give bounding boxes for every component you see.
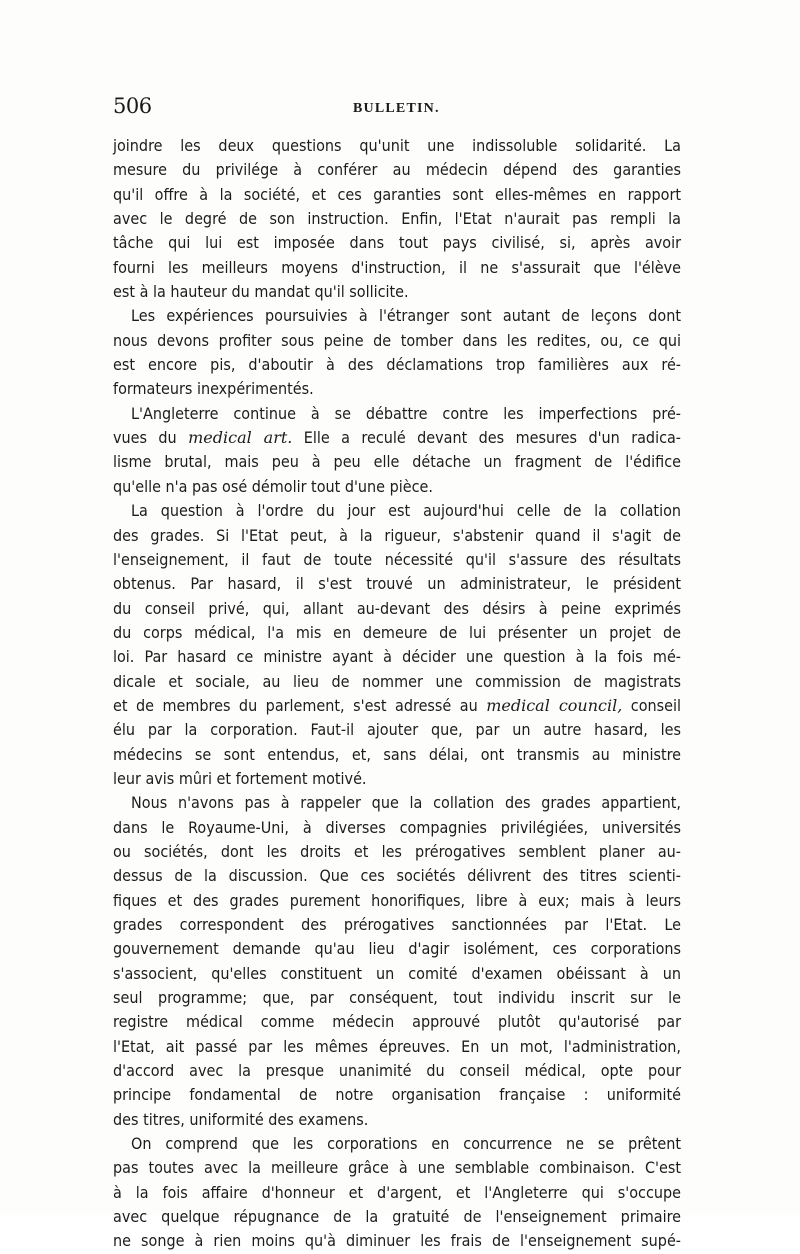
text-line: des titres, uniformité des examens. bbox=[113, 1109, 369, 1129]
text-line-mixed bbox=[113, 694, 681, 718]
text-line: des grades. Si l'Etat peut, à la rigueur, s'abstenir quand il s'agit de bbox=[113, 525, 681, 545]
italic-term: medical art. bbox=[188, 428, 293, 448]
running-head: BULLETIN. bbox=[353, 101, 440, 116]
page-number: 506 bbox=[113, 94, 152, 118]
body-text bbox=[113, 134, 681, 1254]
text-line: principe fondamental de notre organisation française : uniformité bbox=[113, 1085, 681, 1105]
text-line: leur avis mûri et fortement motivé. bbox=[113, 768, 367, 788]
italic-term: medical council, bbox=[486, 695, 623, 715]
text-line: fiques et des grades purement honorifiques, libre à eux; mais à leurs bbox=[113, 890, 681, 910]
text-line: gouvernement demande qu'au lieu d'agir isolément, ces corporations bbox=[113, 939, 681, 959]
text-line: fourni les meilleurs moyens d'instruction, il ne s'assurait que l'élève bbox=[113, 257, 681, 277]
text-line: On comprend que les corporations en concurrence ne se prêtent bbox=[131, 1134, 681, 1154]
text-line: d'accord avec la presque unanimité du conseil médical, opte pour bbox=[113, 1061, 681, 1081]
text-line: grades correspondent des prérogatives sanctionnées par l'Etat. Le bbox=[113, 915, 681, 934]
text-line: seul programme; que, par conséquent, tout individu inscrit sur le bbox=[113, 988, 681, 1008]
text-line: L'Angleterre continue à se débattre contre les imperfections pré- bbox=[131, 403, 681, 423]
text-line: avec quelque répugnance de la gratuité de l'enseignement primaire bbox=[113, 1207, 681, 1227]
text-line: du conseil privé, qui, allant au-devant des désirs à peine exprimés bbox=[113, 598, 681, 618]
text-line: formateurs inexpérimentés. bbox=[113, 379, 314, 399]
text-line: La question à l'ordre du jour est aujourd'hui celle de la collation bbox=[131, 501, 681, 521]
text-line: tâche qui lui est imposée dans tout pays civilisé, si, après avoir bbox=[113, 233, 681, 253]
text-line: s'associent, qu'elles constituent un comité d'examen obéissant à un bbox=[113, 963, 681, 983]
text-line: ou sociétés, dont les droits et les prérogatives semblent planer au- bbox=[113, 841, 681, 861]
text-line: registre médical comme médecin approuvé plutôt qu'autorisé par bbox=[113, 1012, 681, 1032]
text-line: médecins se sont entendus, et, sans délai, ont transmis au ministre bbox=[113, 744, 681, 764]
text-line: du corps médical, l'a mis en demeure de lui présenter un projet de bbox=[113, 622, 681, 642]
text-line: ne songe à rien moins qu'à diminuer les frais de l'enseignement supé- bbox=[113, 1231, 681, 1251]
text-line: Les expériences poursuivies à l'étranger sont autant de leçons dont bbox=[131, 306, 681, 326]
text-line: loi. Par hasard ce ministre ayant à décider une question à la fois mé- bbox=[113, 647, 681, 667]
text-segment: et de membres du parlement, s'est adressé au bbox=[113, 695, 487, 715]
text-line: dicale et sociale, au lieu de nommer une commission de magistrats bbox=[113, 671, 681, 691]
text-segment: vues du bbox=[113, 428, 189, 448]
text-line: à la fois affaire d'honneur et d'argent, et l'Angleterre qui s'occupe bbox=[113, 1182, 681, 1202]
text-line: qu'il offre à la société, et ces garanties sont elles-mêmes en rapport bbox=[113, 184, 681, 204]
text-line: obtenus. Par hasard, il s'est trouvé un administrateur, le président bbox=[113, 574, 681, 594]
text-line: Nous n'avons pas à rappeler que la collation des grades appartient, bbox=[131, 793, 681, 813]
text-line: joindre les deux questions qu'unit une indissoluble solidarité. La bbox=[113, 136, 681, 155]
text-line: est à la hauteur du mandat qu'il sollicite. bbox=[113, 282, 409, 302]
text-line: qu'elle n'a pas osé démolir tout d'une pièce. bbox=[113, 476, 433, 496]
text-line: est encore pis, d'aboutir à des déclamations trop familières aux ré- bbox=[113, 355, 681, 375]
text-segment: Elle a reculé devant des mesures d'un radica- bbox=[292, 428, 682, 448]
text-line: avec le degré de son instruction. Enfin, l'Etat n'aurait pas rempli la bbox=[113, 209, 681, 229]
text-line: dans le Royaume-Uni, à diverses compagnies privilégiées, universités bbox=[113, 817, 681, 837]
text-line: nous devons profiter sous peine de tomber dans les redites, ou, ce qui bbox=[113, 330, 681, 350]
text-line: l'enseignement, il faut de toute nécessité qu'il s'assure des résultats bbox=[113, 549, 681, 569]
text-line: l'Etat, ait passé par les mêmes épreuves. En un mot, l'administration, bbox=[113, 1036, 681, 1056]
text-segment: conseil bbox=[622, 695, 681, 715]
text-line: élu par la corporation. Faut-il ajouter que, par un autre hasard, les bbox=[113, 720, 681, 740]
text-line-mixed bbox=[113, 426, 681, 450]
text-line: dessus de la discussion. Que ces sociétés délivrent des titres scienti- bbox=[113, 866, 681, 886]
page-header bbox=[113, 88, 683, 128]
text-line: pas toutes avec la meilleure grâce à une semblable combinaison. C'est bbox=[113, 1158, 681, 1178]
text-line: mesure du privilége à conférer au médecin dépend des garanties bbox=[113, 160, 681, 180]
text-line: lisme brutal, mais peu à peu elle détache un fragment de l'édifice bbox=[113, 452, 681, 472]
